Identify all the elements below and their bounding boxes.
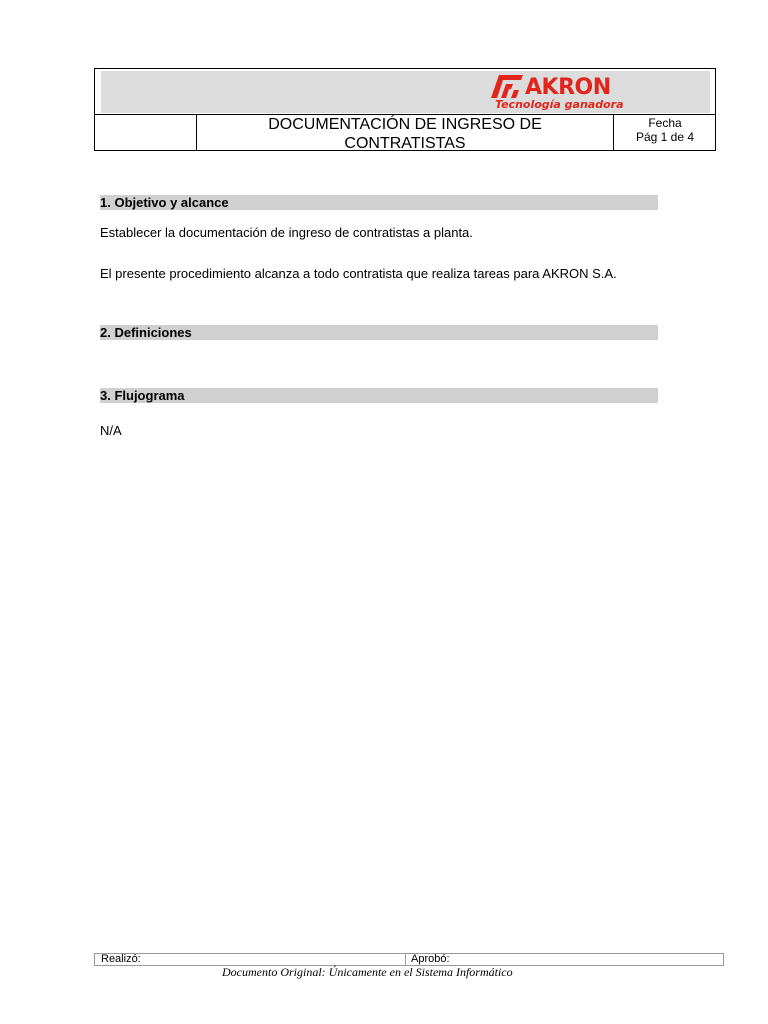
logo-tagline: Tecnología ganadora <box>495 98 624 111</box>
made-by-label: Realizó: <box>101 953 141 965</box>
approved-by-label: Aprobó: <box>411 953 450 965</box>
date-label: Fecha <box>648 116 682 130</box>
page-number: Pág 1 de 4 <box>635 130 695 144</box>
section-heading-objective: 1. Objetivo y alcance <box>100 195 658 210</box>
document-title-line-2: CONTRATISTAS <box>344 135 466 152</box>
document-meta <box>613 115 716 151</box>
section-heading-definitions: 2. Definiciones <box>100 325 658 340</box>
signature-divider <box>405 954 406 965</box>
akron-logo <box>489 73 629 113</box>
logo-band <box>101 71 710 113</box>
logo-brand: AKRON <box>525 75 611 100</box>
document-title <box>197 115 613 151</box>
section-heading-flowchart: 3. Flujograma <box>100 388 658 403</box>
header-info-row <box>95 114 715 151</box>
footer-note: Documento Original: Únicamente en el Sistema Informático <box>222 965 513 979</box>
paragraph-scope: El presente procedimiento alcanza a todo contratista que realiza tareas para AKRON S.A. <box>100 266 617 281</box>
paragraph-objective: Establecer la documentación de ingreso de contratistas a planta. <box>100 225 473 240</box>
document-title-line-1: DOCUMENTACIÓN DE INGRESO DE <box>268 116 542 133</box>
paragraph-flowchart: N/A <box>100 423 122 438</box>
akron-logo-icon <box>489 73 525 99</box>
header-empty-cell <box>95 115 197 151</box>
document-header <box>94 68 716 151</box>
